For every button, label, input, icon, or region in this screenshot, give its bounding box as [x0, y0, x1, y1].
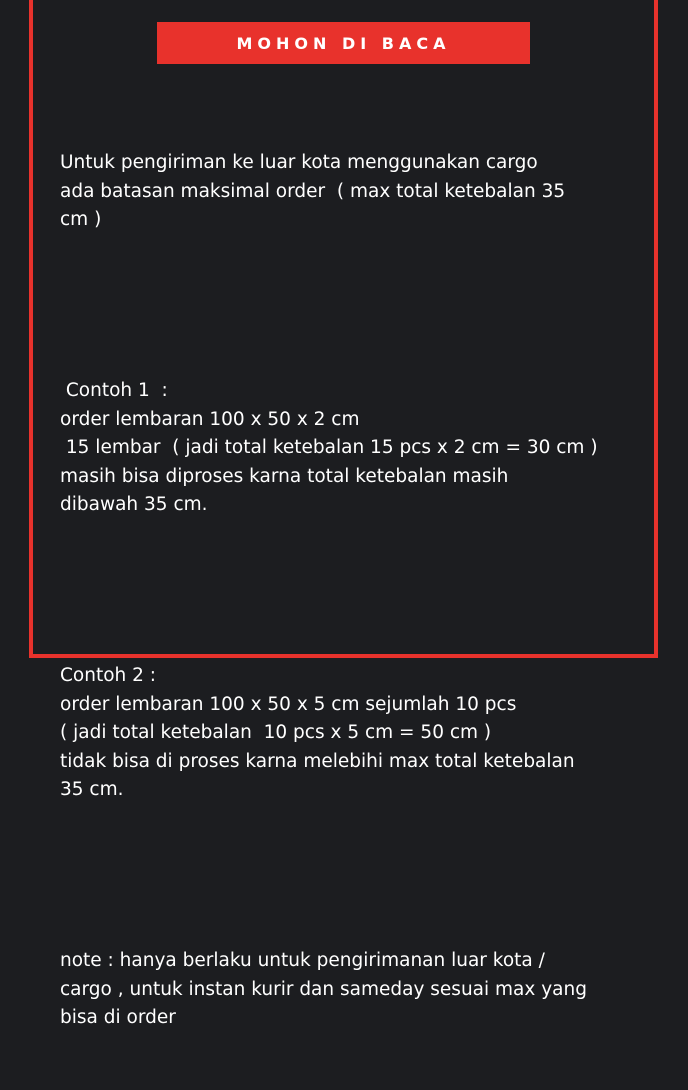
spacer — [60, 862, 640, 891]
note-paragraph: note : hanya berlaku untuk pengirimanan luar kota / cargo , untuk instan kurir dan sameday sesuai max yang bisa di order — [60, 950, 587, 1028]
spacer — [60, 292, 640, 321]
banner-title: MOHON DI BACA — [236, 33, 451, 53]
example-2-paragraph: Contoh 2 : order lembaran 100 x 50 x 5 cm sejumlah 10 pcs ( jadi total ketebalan 10 pcs x 5 cm = 50 cm ) tidak bisa di proses karna melebihi max total ketebalan 35 cm. — [60, 665, 575, 800]
spacer — [60, 577, 640, 606]
example-1-paragraph: Contoh 1 : order lembaran 100 x 50 x 2 cm 15 lembar ( jadi total ketebalan 15 pcs x 2 cm = 30 cm ) masih bisa diproses karna total ketebalan masih dibawah 35 cm. — [60, 380, 598, 515]
intro-paragraph: Untuk pengiriman ke luar kota menggunakan cargo ada batasan maksimal order ( max total ketebalan 35 cm ) — [60, 152, 566, 230]
notice-body — [60, 92, 640, 1090]
title-banner — [157, 22, 530, 64]
